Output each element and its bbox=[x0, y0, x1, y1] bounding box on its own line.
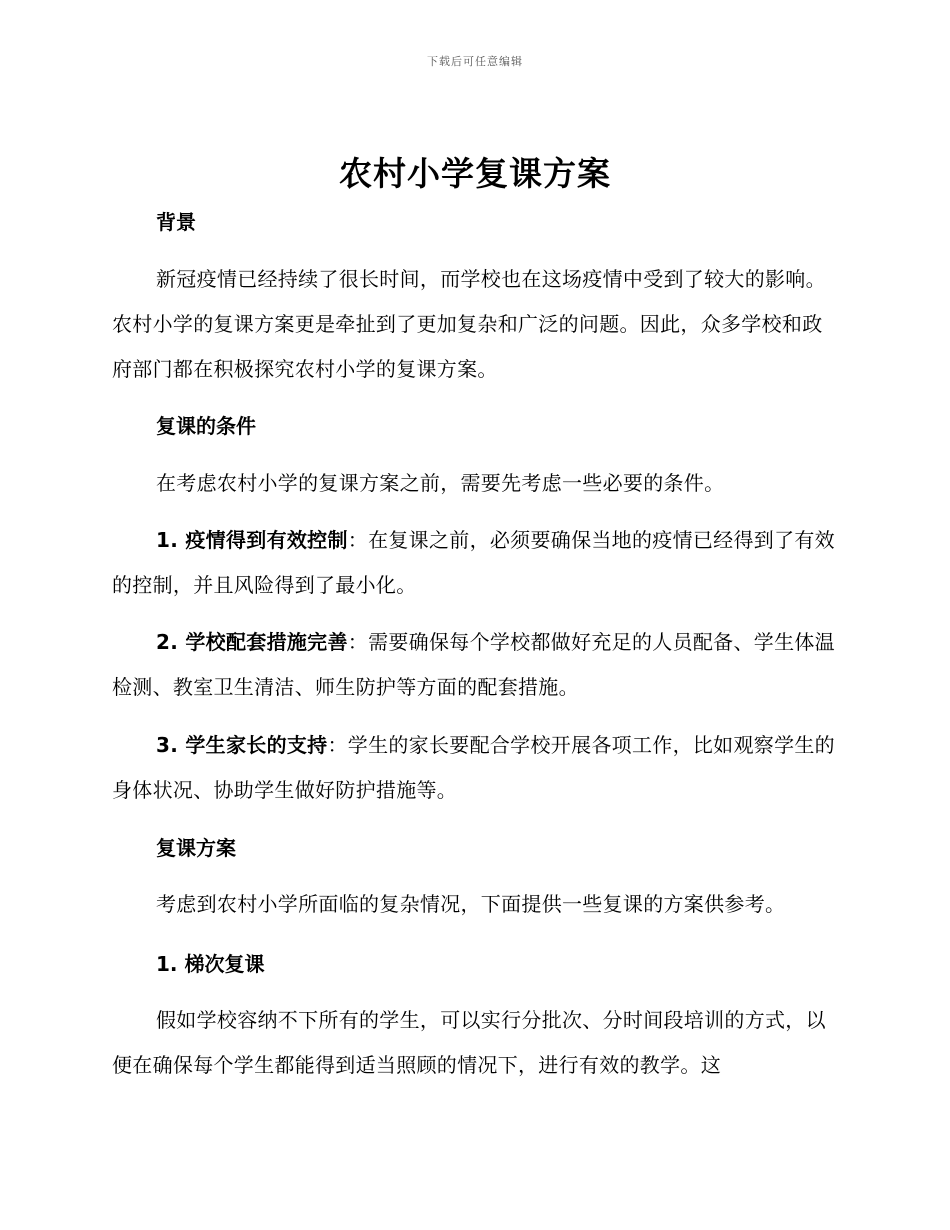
conditions-intro: 在考虑农村小学的复课方案之前，需要先考虑一些必要的条件。 bbox=[156, 471, 725, 495]
condition-item-3-label: 3. 学生家长的支持 bbox=[156, 733, 328, 757]
plan-subheading-1: 1. 梯次复课 bbox=[156, 952, 265, 976]
condition-item-3 bbox=[112, 723, 838, 813]
background-paragraph: 新冠疫情已经持续了很长时间，而学校也在这场疫情中受到了较大的影响。农村小学的复课方案更是牵扯到了更加复杂和广泛的问题。因此，众多学校和政府部门都在积极探究农村小学的复课方案。 bbox=[112, 267, 826, 381]
condition-item-2-text: ：需要确保每个学校都做好充足的人员配备、学生体温检测、教室卫生清洁、师生防护等方面的配套措施。 bbox=[112, 630, 835, 699]
condition-item-1-text: ：在复课之前，必须要确保当地的疫情已经得到了有效的控制，并且风险得到了最小化。 bbox=[112, 528, 835, 597]
condition-item-2-label: 2. 学校配套措施完善 bbox=[156, 630, 348, 654]
condition-item-1-label: 1. 疫情得到有效控制 bbox=[156, 528, 348, 552]
condition-item-2 bbox=[112, 620, 838, 710]
condition-item-1 bbox=[112, 518, 838, 608]
condition-item-3-text: ：学生的家长要配合学校开展各项工作，比如观察学生的身体状况、协助学生做好防护措施等。 bbox=[112, 733, 835, 802]
section-heading-conditions: 复课的条件 bbox=[156, 414, 256, 438]
document-title: 农村小学复课方案 bbox=[339, 154, 611, 193]
section-heading-background: 背景 bbox=[156, 210, 196, 234]
plan-intro: 考虑到农村小学所面临的复杂情况，下面提供一些复课的方案供参考。 bbox=[156, 892, 786, 916]
plan-paragraph-1: 假如学校容纳不下所有的学生，可以实行分批次、分时间段培训的方式，以便在确保每个学生都能得到适当照顾的情况下，进行有效的教学。这 bbox=[112, 1008, 826, 1077]
section-heading-plan: 复课方案 bbox=[156, 836, 236, 860]
header-watermark: 下载后可任意编辑 bbox=[427, 55, 523, 68]
